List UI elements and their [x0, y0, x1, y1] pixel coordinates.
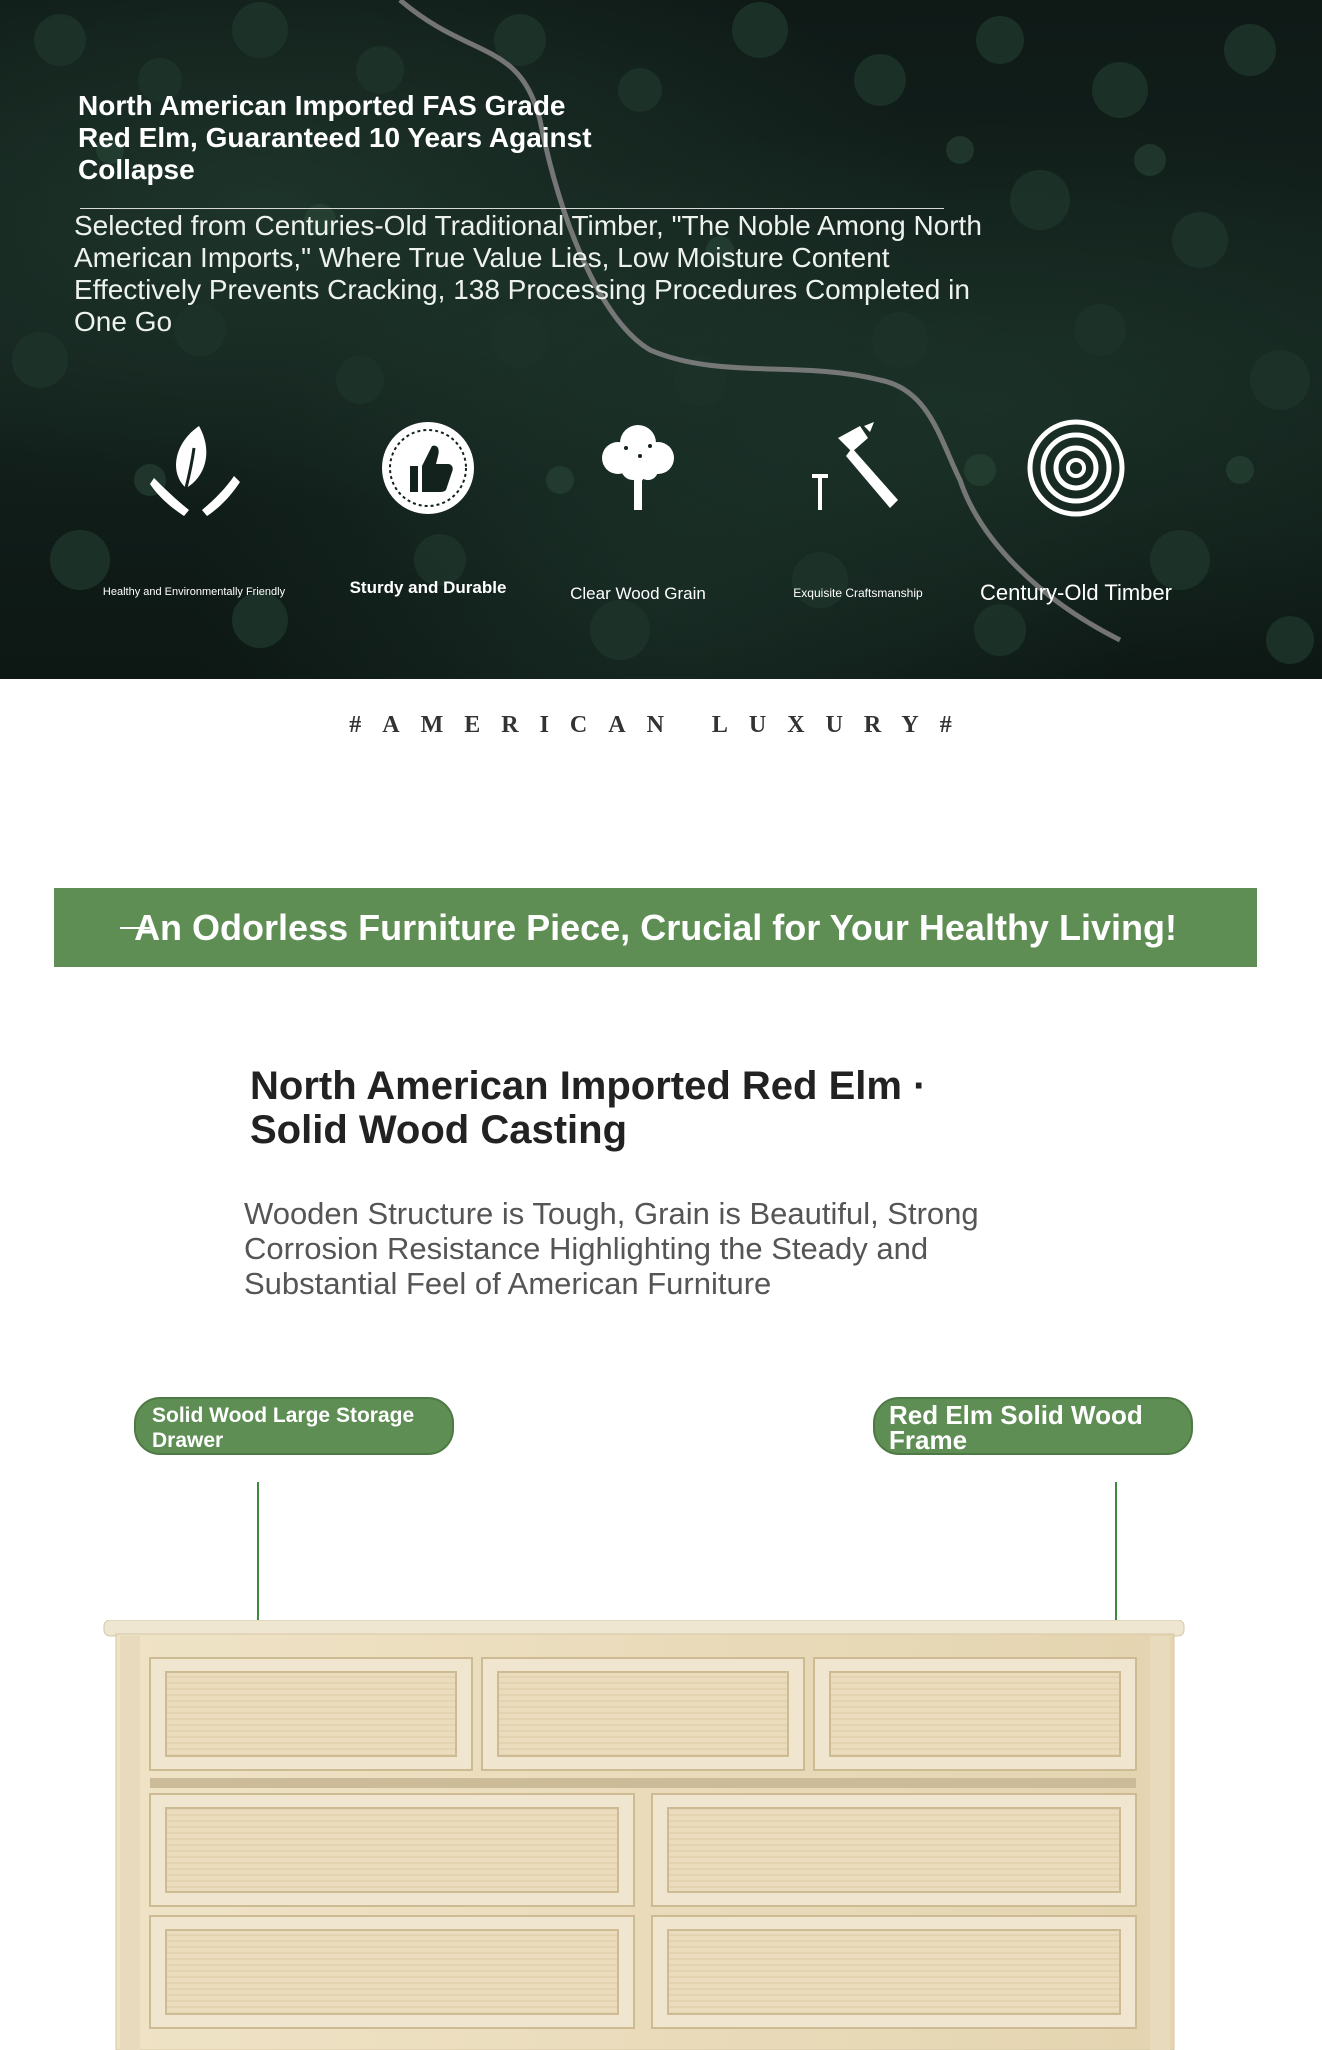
green-banner: [54, 888, 1257, 967]
section-title: North American Imported Red Elm · Solid Wood Casting: [250, 1064, 927, 1152]
feature-grain: [548, 418, 728, 628]
leaf-hands-icon: [144, 418, 244, 518]
dresser-image: [100, 1620, 1200, 2050]
hero-banner: [0, 0, 1322, 679]
callout-right-label: Red Elm Solid Wood Frame: [889, 1400, 1143, 1455]
feature-label: Sturdy and Durable: [349, 578, 507, 597]
callout-left-label: Solid Wood Large Storage Drawer: [152, 1404, 415, 1452]
tagline: #AMERICAN LUXURY#: [349, 712, 973, 738]
tree-rings-icon: [1026, 418, 1126, 518]
hammer-icon: [808, 418, 908, 518]
tree-icon: [588, 418, 688, 518]
section-description: Wooden Structure is Tough, Grain is Beautiful, Strong Corrosion Resistance Highlighting the Steady and Substantial Feel of American Furniture: [244, 1196, 979, 1301]
feature-century: [980, 418, 1172, 628]
hero-subtitle: Selected from Centuries-Old Traditional Timber, "The Noble Among North American Imports," Where True Value Lies, Low Moisture Content Effectively Prevents Cracking, 138 Processing Procedures Completed in One Go: [74, 210, 982, 337]
feature-label: Exquisite Craftsmanship: [793, 586, 923, 600]
feature-healthy: [104, 418, 284, 628]
feature-craftsmanship: [768, 418, 948, 628]
callout-right: [873, 1397, 1193, 1455]
banner-text: An Odorless Furniture Piece, Crucial for Your Healthy Living!: [134, 907, 1177, 948]
divider: [80, 208, 944, 209]
callout-left: [134, 1397, 454, 1455]
feature-label: Century-Old Timber: [980, 580, 1172, 605]
hero-title: North American Imported FAS Grade Red Elm, Guaranteed 10 Years Against Collapse: [78, 90, 592, 185]
feature-label: Healthy and Environmentally Friendly: [102, 586, 286, 598]
thumbs-up-badge-icon: [378, 418, 478, 518]
feature-label: Clear Wood Grain: [570, 584, 706, 603]
feature-durable: [338, 418, 518, 628]
